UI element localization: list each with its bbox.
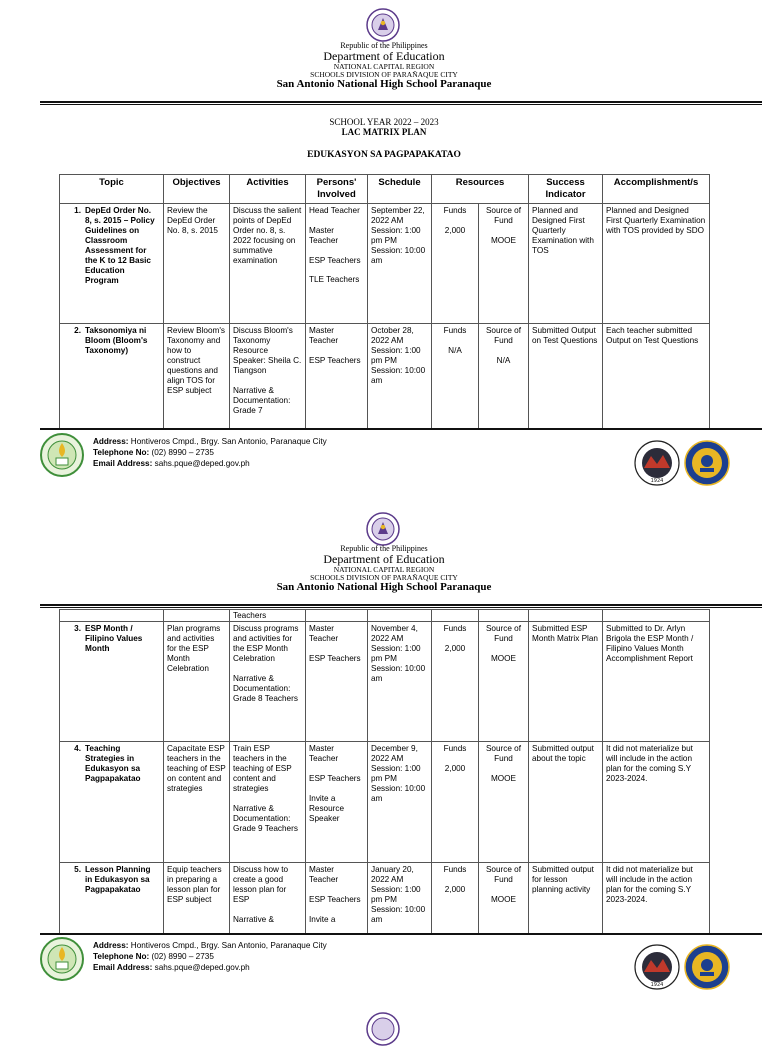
funds-label: Funds — [443, 326, 467, 335]
activities-text: Discuss how to create a good lesson plan for ESP — [233, 865, 289, 904]
email-label: Email Address: — [93, 963, 153, 973]
table-row — [60, 204, 710, 324]
person-item: ESP Teachers — [309, 653, 361, 663]
activities-extra: Narrative & — [233, 914, 274, 924]
source-cell — [479, 204, 529, 324]
funds-value: 2,000 — [444, 643, 466, 653]
division-seal-icon — [634, 440, 680, 486]
lac-matrix-table-page2 — [59, 609, 710, 935]
activities-cell — [230, 742, 306, 863]
activities-text: Discuss Bloom's Taxonomy Resource Speaker: Sheila C. Tiangson — [233, 326, 302, 375]
table-row — [60, 742, 710, 863]
footer-contact — [93, 436, 327, 469]
plan-title: LAC MATRIX PLAN — [341, 126, 427, 137]
subject-title: EDUKASYON SA PAGPAPAKATAO — [307, 149, 461, 160]
footer-email — [93, 458, 327, 469]
source-cell — [479, 742, 529, 863]
funds-value: 2,000 — [444, 884, 466, 894]
table-row — [60, 622, 710, 742]
region-text: NATIONAL CAPITAL REGION — [333, 61, 435, 71]
source-value: N/A — [496, 355, 511, 365]
source-value: MOOE — [490, 235, 517, 245]
table-row-continued — [60, 610, 710, 622]
accomplishment-cell: It did not materialize but will include in the action plan for the coming S.Y 2023-2024. — [603, 863, 710, 935]
funds-cell — [432, 622, 479, 742]
header-divider-thin — [40, 104, 762, 105]
activities-extra: Narrative & Documentation: Grade 9 Teachers — [233, 803, 298, 833]
person-item: Head Teacher — [309, 206, 360, 215]
row-number: 1. — [74, 206, 81, 215]
activities-cell — [230, 324, 306, 430]
funds-cell — [432, 863, 479, 935]
source-label: Source of Fund — [485, 206, 522, 225]
accomplishment-cell: Each teacher submitted Output on Test Questions — [603, 324, 710, 430]
indicator-cell: Submitted ESP Month Matrix Plan — [529, 622, 603, 742]
indicator-cell: Submitted output for lesson planning activity — [529, 863, 603, 935]
letterhead — [0, 42, 768, 90]
school-year: SCHOOL YEAR 2022 – 2023 — [329, 117, 439, 127]
republic-text: Republic of the Philippines — [340, 41, 428, 50]
phone-value: (02) 8990 – 2735 — [151, 448, 214, 458]
header-persons: Persons' Involved — [306, 175, 368, 204]
funds-value: 2,000 — [444, 225, 466, 235]
person-item: Master Teacher — [309, 624, 339, 643]
ncr-seal-icon — [684, 944, 730, 990]
source-label: Source of Fund — [485, 326, 522, 345]
schedule-cell: November 4, 2022 AM Session: 1:00 pm PM Session: 10:00 am — [368, 622, 432, 742]
person-item: Master Teacher — [309, 865, 339, 884]
objectives-cell: Plan programs and activities for the ESP Month Celebration — [164, 622, 230, 742]
footer-email — [93, 962, 327, 973]
funds-label: Funds — [443, 865, 467, 874]
person-item: Master Teacher — [309, 225, 339, 245]
topic-text: Teaching Strategies in Edukasyon sa Pagpapakatao — [85, 744, 141, 783]
school-logo-icon — [40, 937, 84, 981]
source-cell — [479, 324, 529, 430]
phone-label: Telephone No: — [93, 952, 150, 962]
activities-cell: Teachers — [230, 610, 306, 622]
funds-cell — [432, 324, 479, 430]
row-number: 5. — [74, 865, 81, 874]
person-item: ESP Teachers — [309, 255, 361, 265]
schedule-cell: January 20, 2022 AM Session: 1:00 pm PM Session: 10:00 am — [368, 863, 432, 935]
deped-seal-icon — [366, 8, 400, 42]
funds-label: Funds — [443, 744, 467, 753]
indicator-cell: Planned and Designed First Quarterly Examination with TOS — [529, 204, 603, 324]
header-success-indicator: Success Indicator — [529, 175, 603, 204]
ncr-seal-icon — [684, 440, 730, 486]
objectives-cell: Review Bloom's Taxonomy and how to construct questions and align TOS for ESP subject — [164, 324, 230, 430]
accomplishment-cell: Planned and Designed First Quarterly Examination with TOS provided by SDO — [603, 204, 710, 324]
persons-cell — [306, 622, 368, 742]
address-value: Hontiveros Cmpd., Brgy. San Antonio, Paranaque City — [130, 437, 327, 446]
school-name: San Antonio National High School Paranaque — [276, 77, 492, 90]
deped-seal-icon — [366, 512, 400, 546]
header-divider — [40, 604, 762, 606]
republic-text: Republic of the Philippines — [340, 544, 428, 553]
address-label: Address: — [93, 437, 129, 446]
source-label: Source of Fund — [485, 744, 522, 763]
header-topic: Topic — [60, 175, 164, 204]
persons-cell — [306, 324, 368, 430]
footer-divider — [40, 428, 762, 430]
footer — [0, 936, 768, 996]
deped-seal-icon — [366, 1012, 400, 1046]
division-text: SCHOOLS DIVISION OF PARAÑAQUE CITY — [310, 572, 458, 582]
persons-cell — [306, 742, 368, 863]
email-value: sahs.pque@deped.gov.ph — [154, 963, 250, 973]
source-value: MOOE — [490, 894, 517, 904]
funds-label: Funds — [443, 206, 467, 215]
topic-text: Lesson Planning in Edukasyon sa Pagpapakatao — [85, 865, 151, 894]
topic-text: Taksonomiya ni Bloom (Bloom's Taxonomy) — [85, 326, 148, 355]
header-schedule: Schedule — [368, 175, 432, 204]
region-text: NATIONAL CAPITAL REGION — [333, 564, 435, 574]
email-value: sahs.pque@deped.gov.ph — [154, 459, 250, 469]
email-label: Email Address: — [93, 459, 153, 469]
division-seal-icon — [634, 944, 680, 990]
footer-address — [93, 940, 327, 951]
person-item: Master Teacher — [309, 744, 339, 763]
funds-label: Funds — [443, 624, 467, 633]
footer — [0, 432, 768, 492]
source-value: MOOE — [490, 773, 517, 783]
activities-extra: Narrative & Documentation: Grade 7 — [233, 385, 291, 415]
person-item: ESP Teachers — [309, 894, 361, 904]
header-activities: Activities — [230, 175, 306, 204]
row-number: 4. — [74, 744, 81, 753]
row-number: 3. — [74, 624, 81, 633]
document-titles — [0, 118, 768, 160]
address-value: Hontiveros Cmpd., Brgy. San Antonio, Paranaque City — [130, 941, 327, 950]
letterhead — [0, 545, 768, 593]
schedule-cell: September 22, 2022 AM Session: 1:00 pm PM Session: 10:00 am — [368, 204, 432, 324]
persons-cell — [306, 204, 368, 324]
table-row — [60, 863, 710, 935]
topic-text: DepEd Order No. 8, s. 2015 – Policy Guidelines on Classroom Assessment for the K to 12 Basic Education Program — [85, 206, 155, 285]
header-divider — [40, 101, 762, 103]
lac-matrix-table-page1 — [59, 174, 710, 430]
footer-phone — [93, 951, 327, 962]
funds-value: N/A — [448, 345, 462, 355]
source-label: Source of Fund — [485, 865, 522, 884]
phone-label: Telephone No: — [93, 448, 150, 458]
table-header-row — [60, 175, 710, 204]
funds-cell — [432, 204, 479, 324]
person-item: TLE Teachers — [309, 275, 360, 285]
person-item: Master Teacher — [309, 326, 339, 345]
person-item: ESP Teachers — [309, 355, 361, 365]
header-accomplishment: Accomplishment/s — [603, 175, 710, 204]
header-divider-thin — [40, 607, 762, 608]
header-resources: Resources — [432, 175, 529, 204]
table-row — [60, 324, 710, 430]
funds-value: 2,000 — [444, 763, 466, 773]
footer-address — [93, 436, 327, 447]
phone-value: (02) 8990 – 2735 — [151, 952, 214, 962]
activities-cell — [230, 622, 306, 742]
topic-text: ESP Month / Filipino Values Month — [85, 624, 143, 653]
activities-text: Train ESP teachers in the teaching of ESP content and strategies — [233, 744, 292, 793]
source-label: Source of Fund — [485, 624, 522, 643]
person-item: Invite a Resource Speaker — [309, 793, 345, 823]
accomplishment-cell: It did not materialize but will include in the action plan for the coming S.Y 2023-2024. — [603, 742, 710, 863]
indicator-cell: Submitted output about the topic — [529, 742, 603, 863]
activities-extra: Narrative & Documentation: Grade 8 Teachers — [233, 673, 298, 703]
row-number: 2. — [74, 326, 81, 335]
schedule-cell: December 9, 2022 AM Session: 1:00 pm PM Session: 10:00 am — [368, 742, 432, 863]
department-text: Department of Education — [323, 49, 445, 64]
objectives-cell: Review the DepEd Order No. 8, s. 2015 — [164, 204, 230, 324]
source-cell — [479, 622, 529, 742]
accomplishment-cell: Submitted to Dr. Arlyn Brigola the ESP Month / Filipino Values Month Accomplishment Report — [603, 622, 710, 742]
school-name: San Antonio National High School Paranaque — [276, 580, 492, 593]
footer-contact — [93, 940, 327, 973]
footer-phone — [93, 447, 327, 458]
activities-cell: Discuss the salient points of DepEd Order no. 8, s. 2022 focusing on summative examination — [230, 204, 306, 324]
seal-year: 1924 — [650, 478, 664, 484]
department-text: Department of Education — [323, 552, 445, 567]
address-label: Address: — [93, 941, 129, 950]
activities-text: Discuss programs and activities for the ESP Month Celebration — [233, 624, 299, 663]
activities-cell — [230, 863, 306, 935]
source-value: MOOE — [490, 653, 517, 663]
source-cell — [479, 863, 529, 935]
school-logo-icon — [40, 433, 84, 477]
header-objectives: Objectives — [164, 175, 230, 204]
schedule-cell: October 28, 2022 AM Session: 1:00 pm PM Session: 10:00 am — [368, 324, 432, 430]
person-item: ESP Teachers — [309, 773, 361, 783]
objectives-cell: Equip teachers in preparing a lesson plan for ESP subject — [164, 863, 230, 935]
objectives-cell: Capacitate ESP teachers in the teaching of ESP on content and strategies — [164, 742, 230, 863]
funds-cell — [432, 742, 479, 863]
footer-divider — [40, 933, 762, 935]
person-item: Invite a — [309, 914, 336, 924]
indicator-cell: Submitted Output on Test Questions — [529, 324, 603, 430]
persons-cell — [306, 863, 368, 935]
division-text: SCHOOLS DIVISION OF PARAÑAQUE CITY — [310, 69, 458, 79]
seal-year: 1924 — [650, 982, 664, 988]
